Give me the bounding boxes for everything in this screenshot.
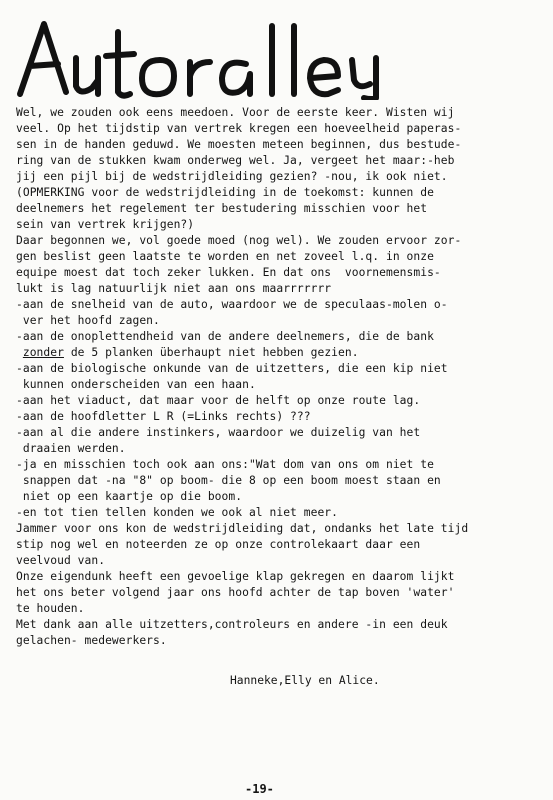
signature: Hanneke,Elly en Alice.: [230, 674, 380, 687]
text-line: het ons beter volgend jaar ons hoofd achter de tap boven 'water': [16, 586, 455, 599]
title-lettering: [14, 14, 394, 100]
text-line: ver het hoofd zagen.: [16, 314, 160, 327]
text-line: sein van vertrek krijgen?): [16, 218, 195, 231]
text-line: lukt is lag natuurlijk niet aan ons maarrrrrrr: [16, 282, 332, 295]
text-line: gelachen- medewerkers.: [16, 634, 167, 647]
text-line: zonder de 5 planken überhaupt niet hebben gezien.: [22, 346, 359, 359]
text-line: -en tot tien tellen konden we ook al niet meer.: [16, 506, 339, 519]
text-line: draaien werden.: [16, 442, 126, 455]
text-line: veelvoud van.: [16, 554, 106, 567]
text-line: Onze eigendunk heeft een gevoelige klap gekregen en daarom lijkt: [16, 570, 455, 583]
text-line: (OPMERKING voor de wedstrijdleiding in de toekomst: kunnen de: [16, 186, 434, 199]
text-line: jij een pijl bij de wedstrijdleiding gezien? -nou, ik ook niet.: [16, 170, 448, 183]
text-line: stip nog wel en noteerden ze op onze controlekaart daar een: [16, 538, 421, 551]
text-line: -aan al die andere instinkers, waardoor we duizelig van het: [16, 426, 421, 439]
text-line: -aan de biologische onkunde van de uitzetters, die een kip niet: [16, 362, 448, 375]
text-line: gen beslist geen laatste te worden en net zoveel l.q. in onze: [16, 250, 434, 263]
text-line: -aan de onoplettendheid van de andere deelnemers, die de bank: [16, 330, 434, 343]
text-line: -aan de snelheid van de auto, waardoor we de speculaas-molen o-: [16, 298, 448, 311]
page-title: [14, 14, 394, 100]
text-line: ring van de stukken kwam onderweg wel. Ja, vergeet het maar:-heb: [16, 154, 455, 167]
text-line: niet op een kaartje op die boom.: [16, 490, 243, 503]
text-line: te houden.: [16, 602, 85, 615]
article-body: [16, 105, 546, 649]
text-line: Jammer voor ons kon de wedstrijdleiding dat, ondanks het late tijd: [16, 522, 469, 535]
text-line: deelnemers het regelement ter bestudering misschien voor het: [16, 202, 428, 215]
page-number: -19-: [245, 782, 274, 796]
text-line: Met dank aan alle uitzetters,controleurs en andere -in een deuk: [16, 618, 448, 631]
text-line: sen in de handen geduwd. We moesten meteen beginnen, dus bestude-: [16, 138, 462, 151]
text-line: kunnen onderscheiden van een haan.: [16, 378, 256, 391]
text-line: equipe moest dat toch zeker lukken. En dat ons voornemensmis-: [16, 266, 441, 279]
text-line: -aan het viaduct, dat maar voor de helft op onze route lag.: [16, 394, 421, 407]
text-line: veel. Op het tijdstip van vertrek kregen een hoeveelheid paperas-: [16, 122, 462, 135]
text-line: -aan de hoofdletter L R (=Links rechts) ???: [16, 410, 311, 423]
text-line: Daar begonnen we, vol goede moed (nog wel). We zouden ervoor zor-: [16, 234, 462, 247]
text-line: Wel, we zouden ook eens meedoen. Voor de eerste keer. Wisten wij: [16, 106, 455, 119]
text-line: -ja en misschien toch ook aan ons:"Wat dom van ons om niet te: [16, 458, 434, 471]
text-line: snappen dat -na "8" op boom- die 8 op een boom moest staan en: [16, 474, 441, 487]
